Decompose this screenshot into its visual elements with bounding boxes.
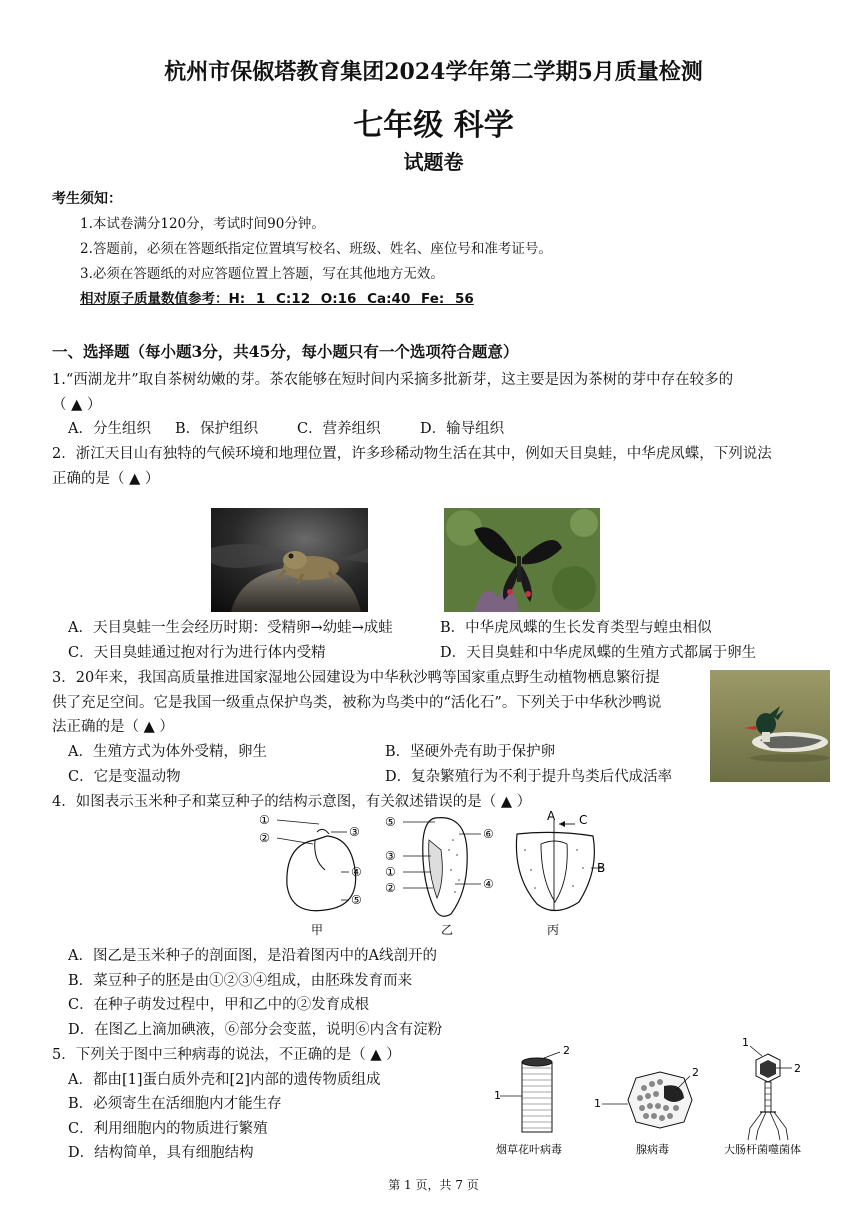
q5-option-c: C．利用细胞内的物质进行繁殖 (68, 1121, 268, 1137)
virus-name-phage: 大肠杆菌噬菌体 (724, 1143, 801, 1156)
tmv-num-1: 1 (494, 1089, 501, 1102)
bing-label-B: B (597, 861, 606, 875)
page-footer: 第 1 页，共 7 页 (388, 1178, 479, 1192)
exam-title: 杭州市保俶塔教育集团2024学年第二学期5月质量检测 (164, 59, 703, 85)
exam-subtitle: 七年级 科学 (353, 108, 514, 143)
q4-option-c: C．在种子萌发过程中，甲和乙中的②发育成根 (68, 997, 370, 1013)
question-2-stem-cont: 正确的是（ ▲ ） (52, 471, 160, 487)
virus-diagram (488, 1036, 828, 1162)
q2-option-d: D．天目臭蛙和中华虎凤蝶的生殖方式都属于卵生 (440, 645, 757, 661)
question-4-stem: 4．如图表示玉米种子和菜豆种子的结构示意图，有关叙述错误的是（ ▲ ） (52, 794, 532, 810)
q1-option-c: C．营养组织 (297, 421, 381, 437)
question-5-stem: 5．下列关于图中三种病毒的说法，不正确的是（ ▲ ） (52, 1047, 401, 1063)
adeno-num-1: 1 (594, 1097, 601, 1110)
paper-label: 试题卷 (403, 150, 464, 174)
notice-item: 1.本试卷满分120分，考试时间90分钟。 (80, 216, 325, 232)
butterfly-photo (444, 508, 600, 612)
notice-item: 3.必须在答题纸的对应答题位置上答题，写在其他地方无效。 (80, 266, 444, 282)
yi-label-5: ⑤ (385, 815, 396, 829)
atomic-mass-reference: 相对原子质量数值参考：H: 1 C:12 O:16 Ca:40 Fe: 56 (80, 291, 474, 307)
q2-option-a: A．天目臭蛙一生会经历时期：受精卵→幼蛙→成蛙 (68, 620, 393, 636)
adeno-num-2: 2 (692, 1066, 699, 1079)
yi-label-3: ③ (385, 849, 396, 863)
jia-label-1: ① (259, 813, 270, 827)
jia-label-3: ③ (349, 825, 360, 839)
yi-label-2: ② (385, 881, 396, 895)
q1-option-b: B．保护组织 (175, 421, 259, 437)
q2-option-c: C．天目臭蛙通过抱对行为进行体内受精 (68, 645, 326, 661)
tmv-num-2: 2 (563, 1044, 570, 1057)
section-title: 一、选择题（每小题3分，共45分，每小题只有一个选项符合题意） (52, 342, 519, 361)
q4-option-a: A．图乙是玉米种子的剖面图，是沿着图丙中的A线剖开的 (68, 948, 437, 964)
jia-label-5: ⑤ (351, 893, 362, 907)
fig-yi: 乙 (441, 923, 454, 937)
merganser-photo (710, 670, 830, 782)
q1-option-d: D．输导组织 (420, 421, 505, 437)
question-3-stem-cont2: 法正确的是（ ▲ ） (52, 719, 174, 735)
bing-label-C: C (579, 813, 588, 827)
frog-photo (211, 508, 368, 612)
question-3-stem: 3．20年来，我国高质量推进国家湿地公园建设为中华秋沙鸭等国家重点野生动植物栖息繁衍提 (52, 670, 660, 686)
yi-label-6: ⑥ (483, 827, 494, 841)
question-2-stem: 2．浙江天目山有独特的气候环境和地理位置，许多珍稀动物生活在其中，例如天目臭蛙，中华虎凤蝶，下列说法 (52, 446, 772, 462)
yi-label-4: ④ (483, 877, 494, 891)
q5-option-a: A．都由[1]蛋白质外壳和[2]内部的遗传物质组成 (68, 1072, 381, 1088)
question-3-stem-cont: 供了充足空间。它是我国一级重点保护鸟类，被称为鸟类中的“活化石”。下列关于中华秋沙鸭说 (52, 695, 662, 711)
q3-option-d: D．复杂繁殖行为不利于提升鸟类后代成活率 (385, 769, 673, 785)
question-1-stem: 1.“西湖龙井”取自茶树幼嫩的芽。茶农能够在短时间内采摘多批新芽，这主要是因为茶树的芽中存在较多的 (52, 372, 734, 388)
seed-structure-diagram (255, 810, 615, 940)
phage-num-2: 2 (794, 1062, 801, 1075)
question-1-answer-slot: （ ▲ ） (52, 397, 102, 413)
q1-option-a: A．分生组织 (68, 421, 151, 437)
yi-label-1: ① (385, 865, 396, 879)
fig-jia: 甲 (311, 923, 324, 937)
q5-option-b: B．必须寄生在活细胞内才能生存 (68, 1096, 282, 1112)
q4-option-d: D．在图乙上滴加碘液，⑥部分会变蓝，说明⑥内含有淀粉 (68, 1022, 443, 1038)
q3-option-a: A．生殖方式为体外受精，卵生 (68, 744, 267, 760)
phage-num-1: 1 (742, 1036, 749, 1049)
virus-name-adeno: 腺病毒 (636, 1143, 669, 1156)
bing-label-A: A (547, 810, 556, 823)
jia-label-2: ② (259, 831, 270, 845)
q5-option-d: D．结构简单，具有细胞结构 (68, 1145, 254, 1161)
q3-option-b: B．坚硬外壳有助于保护卵 (385, 744, 556, 760)
notice-item: 2.答题前，必须在答题纸指定位置填写校名、班级、姓名、座位号和准考证号。 (80, 241, 552, 257)
q4-option-b: B．菜豆种子的胚是由①②③④组成，由胚珠发育而来 (68, 973, 413, 989)
notice-heading: 考生须知： (52, 191, 122, 207)
fig-bing: 丙 (547, 923, 560, 937)
jia-label-4: ④ (351, 865, 362, 879)
q2-option-b: B．中华虎凤蝶的生长发育类型与蝗虫相似 (440, 620, 712, 636)
q3-option-c: C．它是变温动物 (68, 769, 181, 785)
virus-name-tmv: 烟草花叶病毒 (496, 1143, 562, 1156)
